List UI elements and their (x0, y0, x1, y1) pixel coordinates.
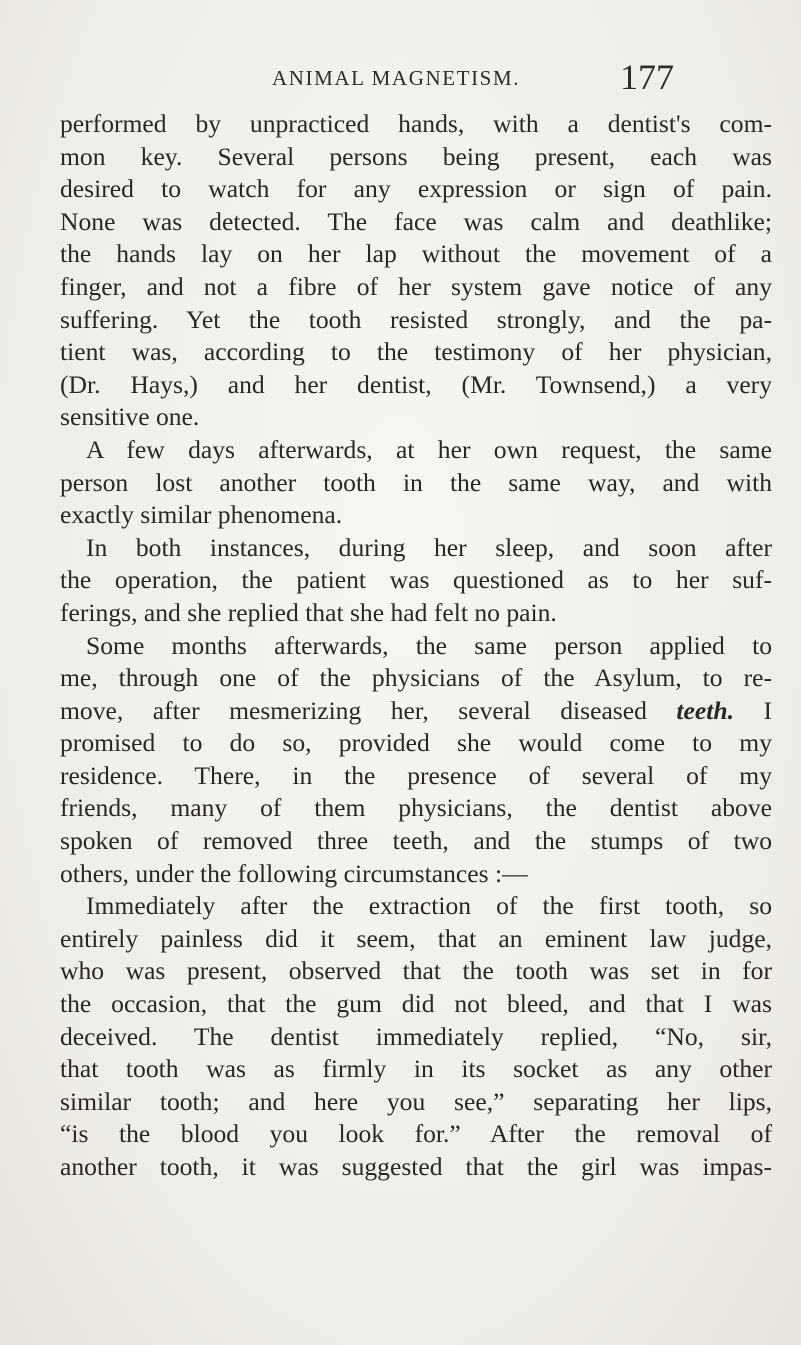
text-line: the hands lay on her lap without the movement of a (60, 239, 772, 269)
text-line: tient was, according to the testimony of her physician, (60, 337, 772, 367)
text-line: suffering. Yet the tooth resisted strongly, and the pa- (60, 304, 772, 334)
text-line: desired to watch for any expression or sign of pain. (60, 174, 772, 204)
text-line: Immediately after the extraction of the first tooth, so (86, 891, 772, 921)
text-line: another tooth, it was suggested that the girl was impas- (60, 1152, 772, 1181)
running-head (0, 57, 801, 102)
text-line: (Dr. Hays,) and her dentist, (Mr. Townsend,) a very (60, 369, 772, 399)
text-line: residence. There, in the presence of several of my (60, 760, 772, 790)
text-line: person lost another tooth in the same way, and with (60, 467, 772, 497)
text-line: ferings, and she replied that she had felt no pain. (60, 597, 557, 627)
text-line: In both instances, during her sleep, and soon after (86, 532, 772, 562)
text-segment: I (763, 695, 772, 725)
text-line: “is the blood you look for.” After the removal of (60, 1119, 772, 1149)
text-line: friends, many of them physicians, the dentist above (60, 793, 772, 823)
text-line: performed by unpracticed hands, with a dentist's com- (60, 109, 772, 138)
text-line: spoken of removed three teeth, and the stumps of two (60, 826, 772, 856)
text-line: A few days afterwards, at her own request, the same (86, 434, 772, 464)
page-number: 177 (620, 57, 674, 97)
text-line: the occasion, that the gum did not bleed, and that I was (60, 989, 772, 1019)
text-line: that tooth was as firmly in its socket as any other (60, 1054, 772, 1084)
body-text (60, 108, 772, 1184)
text-line: promised to do so, provided she would come to my (60, 728, 772, 758)
text-segment: move, after mesmerizing her, several diseased (60, 695, 647, 725)
text-line: sensitive one. (60, 402, 200, 432)
text-line: entirely painless did it seem, that an eminent law judge, (60, 923, 772, 953)
text-line: exactly similar phenomena. (60, 500, 343, 530)
text-line: others, under the following circumstances :— (60, 858, 528, 888)
text-line: who was present, observed that the tooth was set in for (60, 956, 772, 986)
text-line: me, through one of the physicians of the Asylum, to re- (60, 663, 772, 693)
text-line: deceived. The dentist immediately replied, “No, sir, (60, 1021, 772, 1051)
text-line: mon key. Several persons being present, each was (60, 141, 772, 171)
text-line: similar tooth; and here you see,” separating her lips, (60, 1086, 772, 1116)
running-title: ANIMAL MAGNETISM. (272, 66, 521, 90)
text-line: finger, and not a fibre of her system gave notice of any (60, 271, 772, 301)
italic-word: teeth. (676, 695, 734, 725)
text-line: Some months afterwards, the same person applied to (86, 630, 772, 660)
text-line: None was detected. The face was calm and deathlike; (60, 206, 772, 236)
text-line-with-italic (60, 695, 772, 728)
text-line: the operation, the patient was questioned as to her suf- (60, 565, 772, 595)
